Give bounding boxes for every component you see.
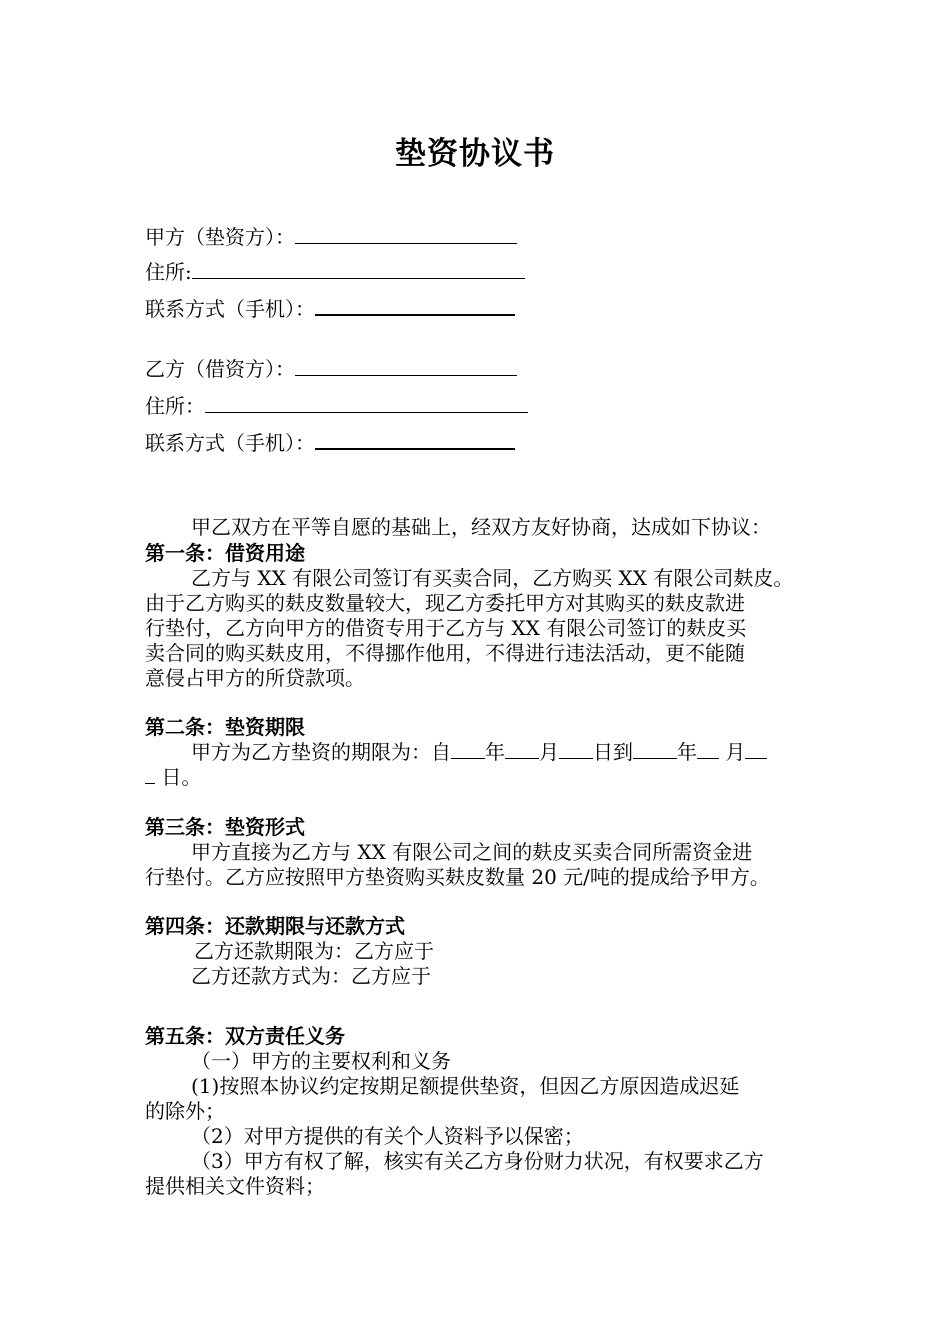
end-month-label: 月 [725,740,746,764]
party-b-contact-blank[interactable] [315,430,515,450]
end-month-blank[interactable] [697,740,719,759]
start-month-label: 月 [539,740,559,764]
article4-line-1: 乙方还款期限为：乙方应于 [194,939,434,963]
party-a-name-label: 甲方（垫资方）： [145,225,295,249]
article5-subheading-1: （一）甲方的主要权利和义务 [191,1049,451,1073]
party-b-name-blank[interactable] [295,357,517,376]
article1-line-1: 乙方与 XX 有限公司签订有买卖合同，乙方购买 XX 有限公司麸皮。 [191,566,794,590]
end-year-label: 年 [677,740,697,764]
end-day-blank-part2[interactable] [145,765,155,784]
article5-item2: （2）对甲方提供的有关个人资料予以保密； [191,1124,584,1148]
article2-period-line-2 [145,765,825,790]
article1-line-4: 卖合同的购买麸皮用，不得挪作他用，不得进行违法活动，更不能随 [145,641,745,665]
article3-line-1: 甲方直接为乙方与 XX 有限公司之间的麸皮买卖合同所需资金进 [191,840,753,864]
end-day-label: 日。 [161,765,202,789]
party-b-address-label: 住所： [145,394,205,418]
document-title: 垫资协议书 [395,136,555,172]
article5-item1-line-2: 的除外； [145,1099,225,1123]
party-b-contact-line [145,430,515,456]
article1-line-2: 由于乙方购买的麸皮数量较大，现乙方委托甲方对其购买的麸皮款进 [145,591,745,615]
start-year-blank[interactable] [451,740,485,759]
party-b-name-label: 乙方（借资方）： [145,357,295,381]
start-year-label: 年 [485,740,505,764]
end-year-blank[interactable] [633,740,677,759]
article5-item1-line-1: (1)按照本协议约定按期足额提供垫资，但因乙方原因造成迟延 [191,1074,740,1098]
intro-paragraph: 甲乙双方在平等自愿的基础上，经双方友好协商，达成如下协议： [191,515,771,539]
party-a-name-line [145,225,517,250]
party-b-address-blank[interactable] [205,394,528,413]
party-b-address-line [145,394,528,419]
party-a-contact-line [145,296,515,322]
party-a-address-blank[interactable] [192,260,525,279]
article4-heading: 第四条：还款期限与还款方式 [145,914,405,938]
article1-line-3: 行垫付，乙方向甲方的借资专用于乙方与 XX 有限公司签订的麸皮买 [145,616,747,640]
article2-period-line [145,740,871,765]
end-day-blank-part1[interactable] [745,740,767,759]
article4-line-2: 乙方还款方式为：乙方应于 [191,964,431,988]
article1-line-5: 意侵占甲方的所贷款项。 [145,666,365,690]
party-a-name-blank[interactable] [295,225,517,244]
party-a-address-line [145,260,525,285]
article3-line-2: 行垫付。乙方应按照甲方垫资购买麸皮数量 20 元/吨的提成给予甲方。 [145,865,770,889]
article3-heading: 第三条：垫资形式 [145,815,305,839]
start-day-label: 日到 [593,740,633,764]
party-b-name-line [145,357,517,382]
article5-item3-line-2: 提供相关文件资料； [145,1174,325,1198]
article2-period-prefix: 甲方为乙方垫资的期限为：自 [191,740,451,764]
start-month-blank[interactable] [505,740,539,759]
article1-heading: 第一条：借资用途 [145,541,305,565]
article5-heading: 第五条：双方责任义务 [145,1024,345,1048]
party-a-contact-label: 联系方式（手机）： [145,297,315,321]
party-a-address-label: 住所: [145,260,192,284]
party-a-contact-blank[interactable] [315,296,515,316]
article5-item3-line-1: （3）甲方有权了解，核实有关乙方身份财力状况，有权要求乙方 [191,1149,764,1173]
article2-heading: 第二条：垫资期限 [145,715,305,739]
start-day-blank[interactable] [559,740,593,759]
party-b-contact-label: 联系方式（手机）： [145,431,315,455]
